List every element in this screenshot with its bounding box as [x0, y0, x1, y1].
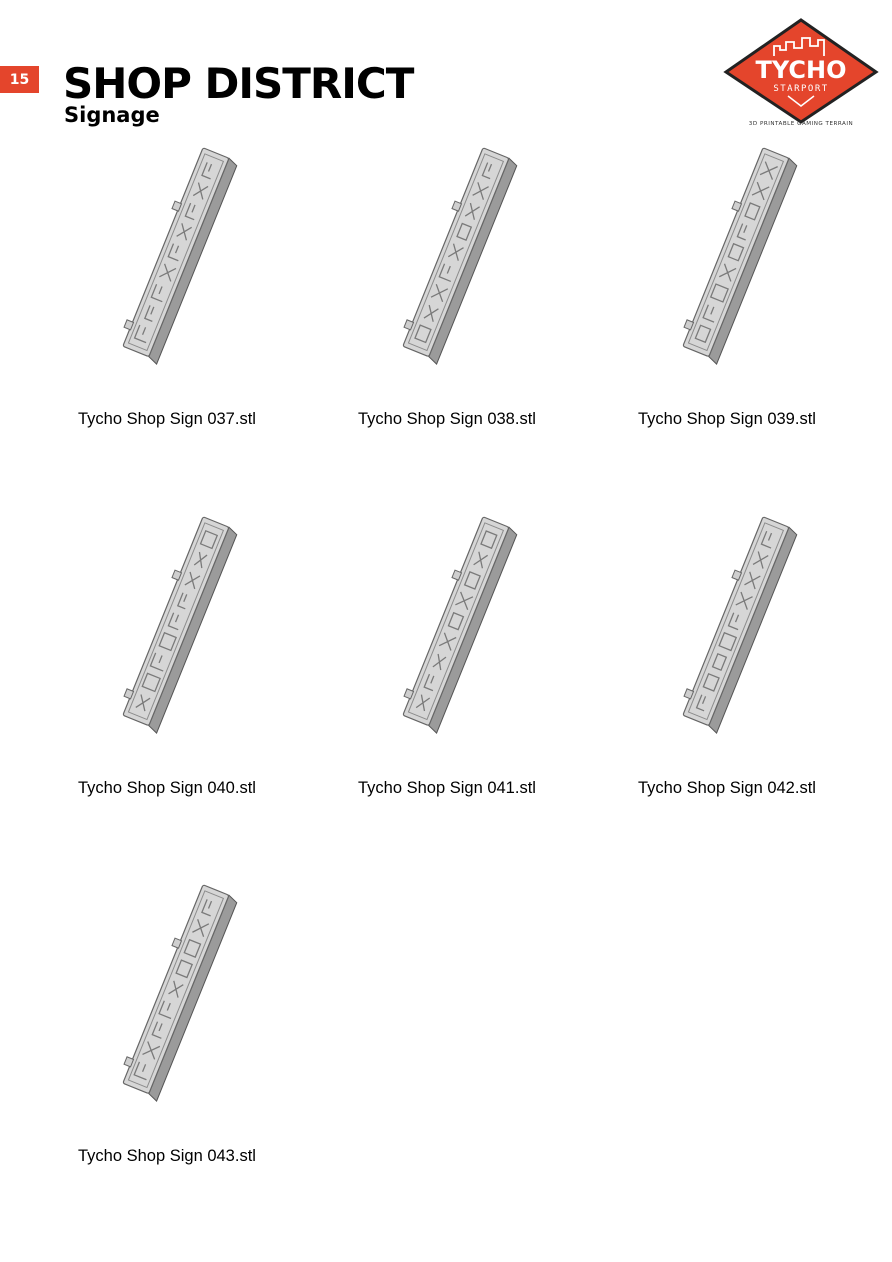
sign-item: [0, 884, 280, 1184]
sign-filename-label: Tycho Shop Sign 038.stl: [358, 410, 536, 428]
sign-filename-label: Tycho Shop Sign 040.stl: [78, 779, 256, 797]
sign-item: [560, 516, 840, 816]
page-number-badge: 15: [0, 66, 39, 93]
sign-render-image: [560, 147, 840, 387]
sign-filename-label: Tycho Shop Sign 043.stl: [78, 1147, 256, 1165]
sign-render-image: [560, 516, 840, 756]
page-title: SHOP DISTRICT: [63, 59, 414, 108]
sign-render-image: [0, 516, 280, 756]
sign-item: [0, 147, 280, 447]
sign-render-image: [0, 147, 280, 387]
sign-item: [280, 516, 560, 816]
sign-item: [560, 147, 840, 447]
sign-render-image: [280, 147, 560, 387]
tycho-starport-logo: [722, 16, 880, 128]
sign-item: [280, 147, 560, 447]
sign-filename-label: Tycho Shop Sign 041.stl: [358, 779, 536, 797]
sign-filename-label: Tycho Shop Sign 039.stl: [638, 410, 816, 428]
logo-tagline: 3D PRINTABLE GAMING TERRAIN: [748, 121, 854, 127]
logo-name: TYCHO: [755, 56, 847, 84]
sign-filename-label: Tycho Shop Sign 037.stl: [78, 410, 256, 428]
sign-render-image: [280, 516, 560, 756]
page-subtitle: Signage: [64, 103, 160, 127]
sign-render-image: [0, 884, 280, 1124]
sign-filename-label: Tycho Shop Sign 042.stl: [638, 779, 816, 797]
logo-sub: STARPORT: [773, 84, 829, 94]
sign-item: [0, 516, 280, 816]
